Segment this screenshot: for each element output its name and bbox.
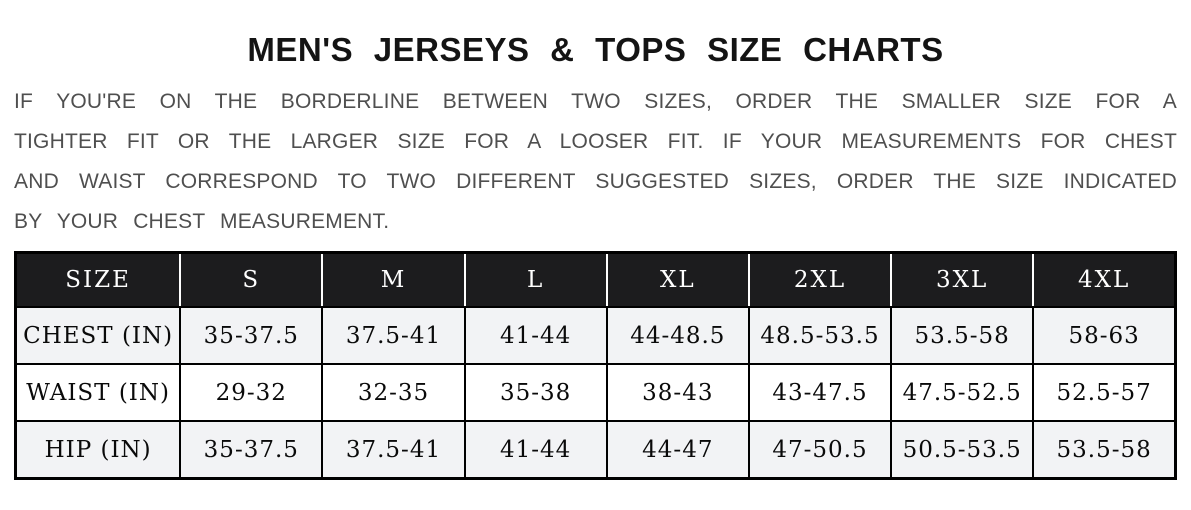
table-cell: 32-35 xyxy=(322,364,464,421)
intro-line-4: BY YOUR CHEST MEASUREMENT. xyxy=(14,210,390,233)
intro-line-3: AND WAIST CORRESPOND TO TWO DIFFERENT SUGGESTED SIZES, ORDER THE SIZE INDICATED xyxy=(14,170,1177,193)
table-cell: 50.5-53.5 xyxy=(891,421,1033,479)
column-header-3xl: 3XL xyxy=(891,253,1033,308)
column-header-2xl: 2XL xyxy=(749,253,891,308)
table-cell: 47-50.5 xyxy=(749,421,891,479)
column-header-size: SIZE xyxy=(16,253,181,308)
table-row-hip xyxy=(16,421,1176,479)
column-header-xl: XL xyxy=(607,253,749,308)
table-cell: 52.5-57 xyxy=(1033,364,1175,421)
table-row-chest xyxy=(16,307,1176,364)
row-header-hip: HIP (IN) xyxy=(16,421,181,479)
row-header-chest: CHEST (IN) xyxy=(16,307,181,364)
intro-paragraph xyxy=(14,82,1177,242)
table-header-row xyxy=(16,253,1176,308)
column-header-l: L xyxy=(465,253,607,308)
intro-line-1: IF YOU'RE ON THE BORDERLINE BETWEEN TWO SIZES, ORDER THE SMALLER SIZE FOR A xyxy=(14,90,1177,113)
size-table xyxy=(14,251,1177,480)
table-cell: 35-37.5 xyxy=(180,307,322,364)
column-header-m: M xyxy=(322,253,464,308)
table-cell: 44-48.5 xyxy=(607,307,749,364)
page-title: MEN'S JERSEYS & TOPS SIZE CHARTS xyxy=(247,31,944,68)
intro-line-2: TIGHTER FIT OR THE LARGER SIZE FOR A LOOSER FIT. IF YOUR MEASUREMENTS FOR CHEST xyxy=(14,130,1177,153)
table-row-waist xyxy=(16,364,1176,421)
table-cell: 47.5-52.5 xyxy=(891,364,1033,421)
table-cell: 53.5-58 xyxy=(1033,421,1175,479)
table-cell: 58-63 xyxy=(1033,307,1175,364)
table-cell: 35-37.5 xyxy=(180,421,322,479)
table-cell: 29-32 xyxy=(180,364,322,421)
table-cell: 41-44 xyxy=(465,307,607,364)
column-header-s: S xyxy=(180,253,322,308)
column-header-4xl: 4XL xyxy=(1033,253,1175,308)
table-cell: 41-44 xyxy=(465,421,607,479)
table-cell: 53.5-58 xyxy=(891,307,1033,364)
table-cell: 35-38 xyxy=(465,364,607,421)
table-cell: 37.5-41 xyxy=(322,307,464,364)
row-header-waist: WAIST (IN) xyxy=(16,364,181,421)
table-cell: 37.5-41 xyxy=(322,421,464,479)
table-cell: 43-47.5 xyxy=(749,364,891,421)
table-cell: 44-47 xyxy=(607,421,749,479)
table-cell: 38-43 xyxy=(607,364,749,421)
table-cell: 48.5-53.5 xyxy=(749,307,891,364)
